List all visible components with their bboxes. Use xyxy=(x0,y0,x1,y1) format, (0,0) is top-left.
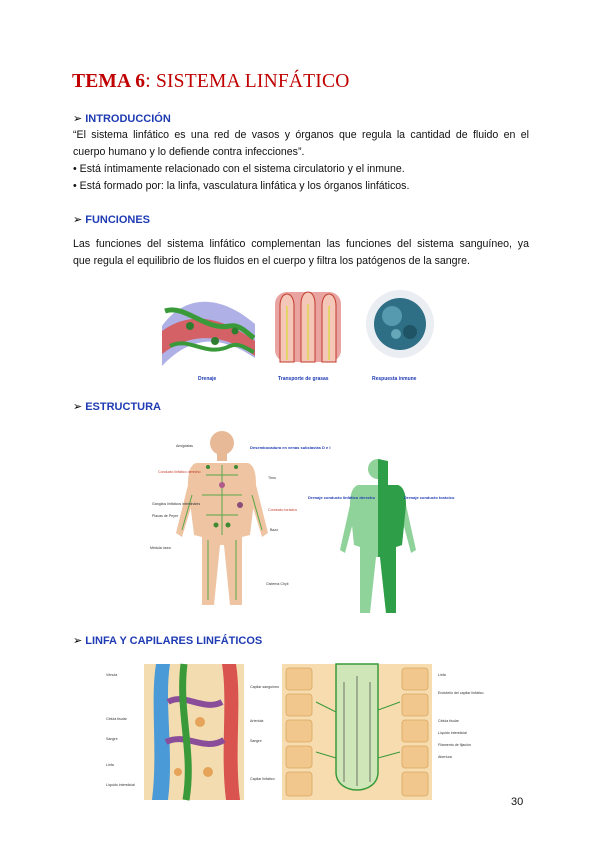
label-liquido-left: Líquido intersticial xyxy=(106,783,135,787)
label-liquido-right: Líquido intersticial xyxy=(438,731,467,735)
section-heading-intro xyxy=(73,112,171,125)
label-capilar-sanguineo: Capilar sanguíneo xyxy=(250,685,280,689)
section-heading-estructura xyxy=(73,400,161,413)
page-title xyxy=(72,71,349,93)
label-drenaje-toracico: Drenaje conducto torácico xyxy=(404,495,455,500)
caption-respuesta: Respuesta inmune xyxy=(372,376,417,382)
estructura-heading-text: ESTRUCTURA xyxy=(85,401,161,413)
celula-inmune-illustration xyxy=(366,290,434,358)
funciones-line-1: Las funciones del sistema linfático complementan las funciones del sistema sanguíneo, ya xyxy=(73,238,529,250)
section-heading-linfa xyxy=(73,634,262,647)
title-bold: TEMA 6 xyxy=(72,71,146,92)
label-cisterna: Cisterna Chyli xyxy=(266,582,289,586)
label-medula: Médula ósea xyxy=(150,546,171,550)
linfa-heading-text: LINFA Y CAPILARES LINFÁTICOS xyxy=(85,635,263,647)
label-abertura: Abertura xyxy=(438,755,452,759)
label-amigdalas: Amígdalas xyxy=(176,444,193,448)
label-linfa-left: Linfa xyxy=(106,763,114,767)
arrow-icon: ➢ xyxy=(73,635,83,647)
vellosidades-illustration xyxy=(275,292,341,362)
intro-bullet-1: • Está íntimamente relacionado con el sistema circulatorio y el inmune. xyxy=(73,163,405,175)
label-capilar-linfatico: Capilar linfático xyxy=(250,777,275,781)
funciones-illustration xyxy=(160,286,450,386)
label-celula-tisular: Célula tisular xyxy=(106,717,127,721)
label-timo: Timo xyxy=(268,476,276,480)
label-placas: Placas de Peyer xyxy=(152,514,179,518)
label-desembocadura: Desembocadura en venas subclavias D e I xyxy=(250,445,331,450)
label-endotelio: Endotelio del capilar linfático xyxy=(438,691,484,695)
label-conducto-toracico: Conducto torácico xyxy=(268,508,297,512)
label-conducto-derecho: Conducto linfático derecho xyxy=(158,470,201,474)
capilar-diagram-right xyxy=(282,664,432,800)
section-heading-funciones xyxy=(73,213,150,226)
label-filamento: Filamento de fijación xyxy=(438,743,471,747)
body-drainage-figure xyxy=(340,459,416,613)
label-ganglios: Ganglios linfáticos intestinales xyxy=(152,502,201,506)
intro-bullet-2: • Está formado por: la linfa, vasculatura linfática y los órganos linfáticos. xyxy=(73,180,410,192)
label-sangre-right: Sangre xyxy=(250,739,262,743)
funciones-line-2: que regula el equilibrio de los fluidos en el cuerpo y filtra los patógenos de la sangre. xyxy=(73,255,470,267)
intro-line-2: cuerpo humano y lo defiende contra infecciones”. xyxy=(73,146,305,158)
capilares-illustration xyxy=(104,662,494,802)
label-bazo: Bazo xyxy=(270,528,279,532)
label-celula-tisular-right: Célula tisular xyxy=(438,719,459,723)
arrow-icon: ➢ xyxy=(73,214,83,226)
capilar-diagram-left xyxy=(144,664,244,800)
arrow-icon: ➢ xyxy=(73,113,83,125)
caption-transporte: Transporte de grasas xyxy=(278,376,329,382)
drenaje-illustration xyxy=(162,302,255,366)
intro-heading-text: INTRODUCCIÓN xyxy=(85,113,171,125)
label-drenaje-derecho: Drenaje conducto linfático derecho xyxy=(308,495,375,500)
body-lymphatic-figure xyxy=(176,431,268,605)
label-sangre-left: Sangre xyxy=(106,737,118,741)
funciones-heading-text: FUNCIONES xyxy=(85,214,150,226)
title-rest: : SISTEMA LINFÁTICO xyxy=(145,71,350,92)
label-venula: Vénula xyxy=(106,673,118,677)
label-arteriola: Arteriola xyxy=(250,719,264,723)
intro-line-1: “El sistema linfático es una red de vasos y órganos que regula la cantidad de fluido en el xyxy=(73,129,529,141)
label-linfa-right: Linfa xyxy=(438,673,446,677)
page-number: 30 xyxy=(511,796,524,808)
estructura-illustration xyxy=(146,425,466,620)
arrow-icon: ➢ xyxy=(73,401,83,413)
caption-drenaje: Drenaje xyxy=(198,376,217,382)
